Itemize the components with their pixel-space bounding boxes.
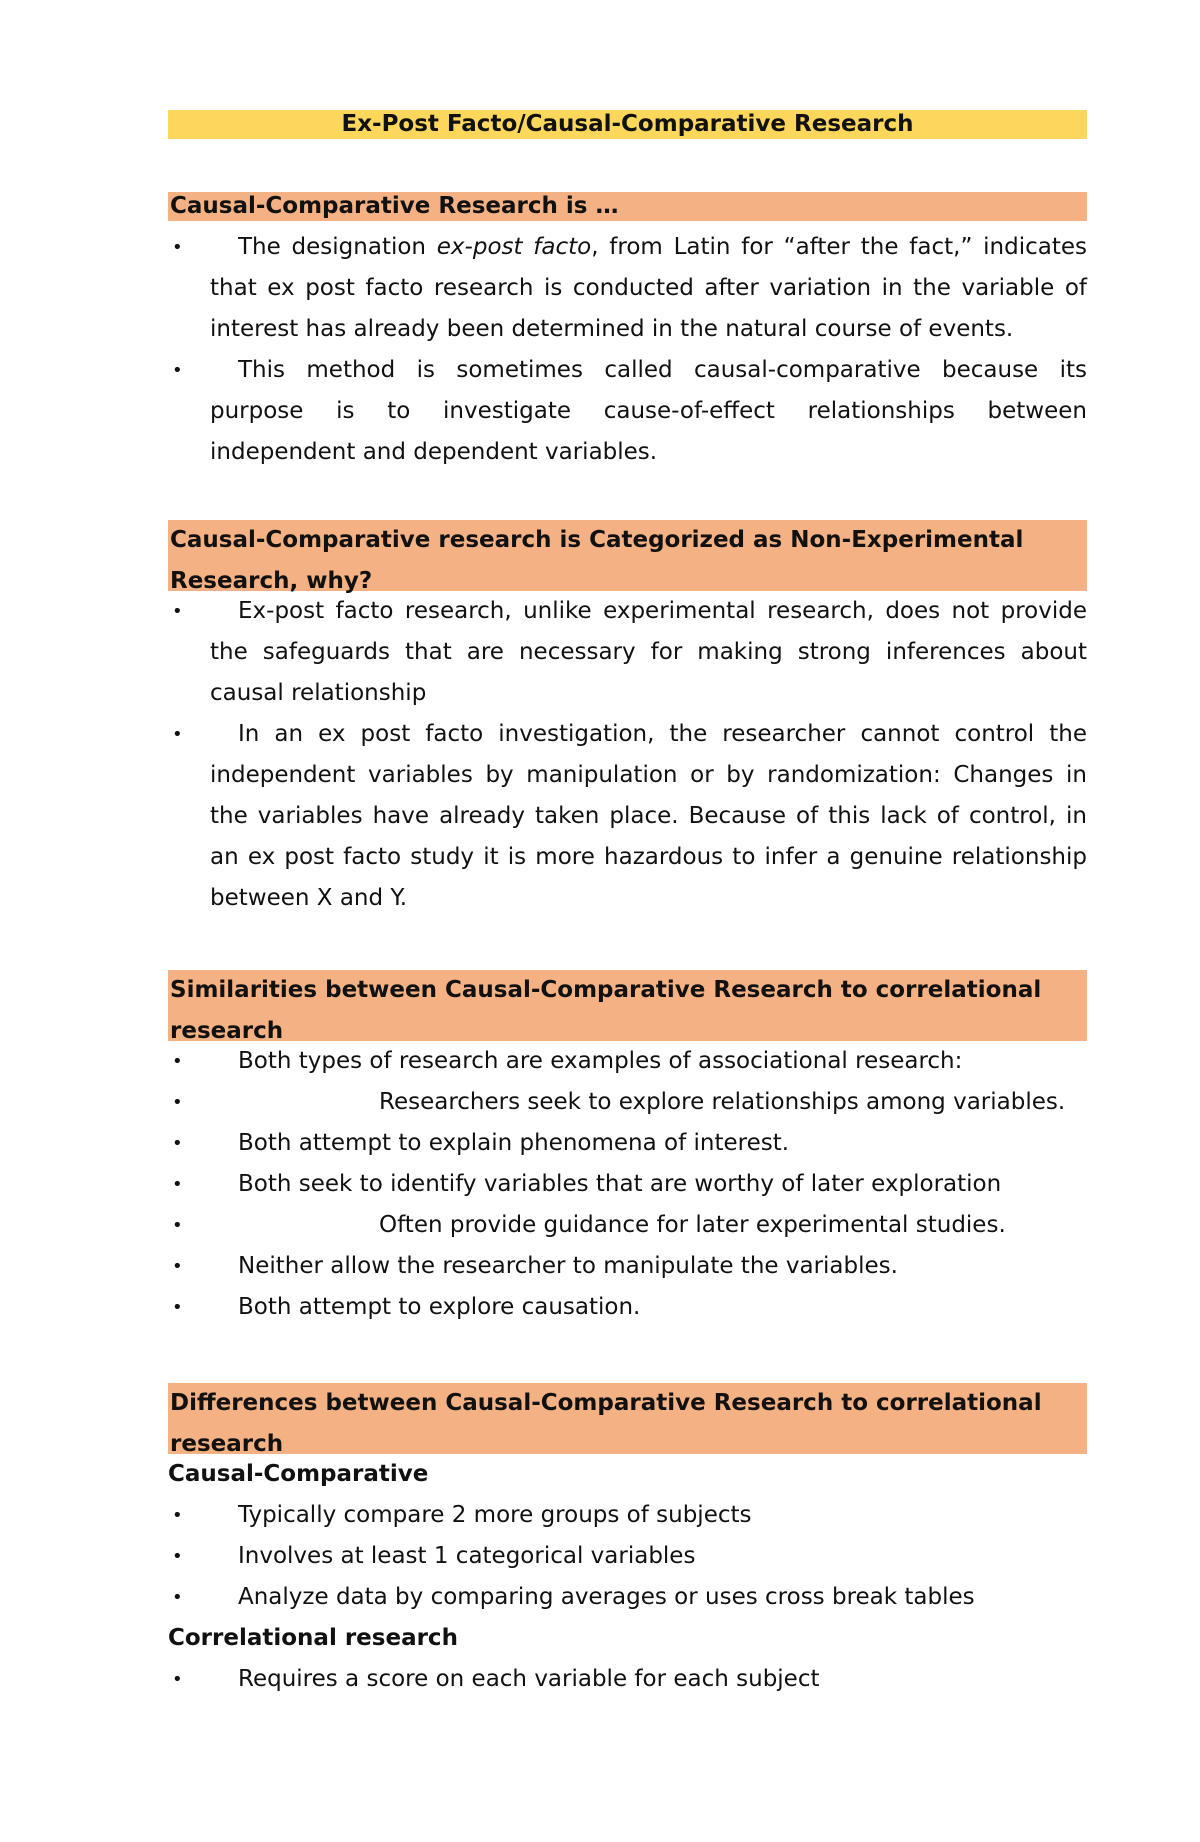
item-text: Both attempt to explore causation. <box>238 1294 641 1320</box>
bullet-list <box>168 227 1087 473</box>
bullet-list <box>168 1041 1087 1328</box>
list-item <box>168 1123 1087 1164</box>
bullet-icon: • <box>172 1256 183 1277</box>
item-text: The designation <box>238 234 437 260</box>
list-item <box>168 227 1087 350</box>
item-text: Ex-post facto research, unlike experimental research, does not provide the safeguards that are necessary for making strong inferences about causal relationship <box>210 598 1087 706</box>
bullet-icon: • <box>172 1505 183 1526</box>
section-non-experimental <box>168 520 1087 919</box>
bullet-list <box>168 1659 1087 1700</box>
list-item <box>168 1287 1087 1328</box>
section-what-is <box>168 192 1087 473</box>
item-text: Both types of research are examples of associational research: <box>238 1048 963 1074</box>
item-text: Both seek to identify variables that are worthy of later exploration <box>238 1171 1002 1197</box>
item-emphasis: ex-post facto <box>436 234 592 260</box>
list-item <box>168 1041 1087 1082</box>
bullet-icon: • <box>172 1133 183 1154</box>
bullet-icon: • <box>172 724 183 745</box>
list-item <box>168 591 1087 714</box>
list-item <box>168 350 1087 473</box>
document-title: Ex-Post Facto/Causal-Comparative Research <box>168 110 1087 139</box>
item-text: Both attempt to explain phenomena of interest. <box>238 1130 790 1156</box>
bullet-icon: • <box>172 1297 183 1318</box>
section-heading: Similarities between Causal-Comparative Research to correlational research <box>168 970 1087 1041</box>
item-text: Analyze data by comparing averages or uses cross break tables <box>238 1584 975 1610</box>
item-text: Neither allow the researcher to manipulate the variables. <box>238 1253 898 1279</box>
list-item <box>168 1577 1087 1618</box>
item-text: Researchers seek to explore relationships among variables. <box>379 1089 1066 1115</box>
section-heading: Differences between Causal-Comparative Research to correlational research <box>168 1383 1087 1454</box>
subheading-causal-comparative: Causal-Comparative <box>168 1461 429 1487</box>
item-text: Requires a score on each variable for each subject <box>238 1666 820 1692</box>
bullet-icon: • <box>172 360 183 381</box>
section-similarities <box>168 970 1087 1328</box>
bullet-icon: • <box>172 1215 183 1236</box>
list-item <box>168 1164 1087 1205</box>
bullet-icon: • <box>172 237 183 258</box>
item-text: Often provide guidance for later experimental studies. <box>379 1212 1006 1238</box>
bullet-list <box>168 591 1087 919</box>
subheading-correlational: Correlational research <box>168 1625 458 1651</box>
list-item <box>168 714 1087 919</box>
list-item <box>168 1536 1087 1577</box>
list-item <box>168 1495 1087 1536</box>
bullet-icon: • <box>172 1546 183 1567</box>
list-item <box>168 1205 1087 1246</box>
list-item <box>168 1659 1087 1700</box>
item-text: Typically compare 2 more groups of subjects <box>238 1502 752 1528</box>
section-heading: Causal-Comparative research is Categorized as Non-Experimental Research, why? <box>168 520 1087 591</box>
bullet-icon: • <box>172 1669 183 1690</box>
item-text: Involves at least 1 categorical variables <box>238 1543 696 1569</box>
item-text: This method is sometimes called causal-comparative because its purpose is to investigate cause-of-effect relationships between independent and dependent variables. <box>210 357 1087 465</box>
list-item <box>168 1082 1087 1123</box>
bullet-icon: • <box>172 1092 183 1113</box>
bullet-icon: • <box>172 1174 183 1195</box>
bullet-list <box>168 1495 1087 1618</box>
bullet-icon: • <box>172 1051 183 1072</box>
item-text: , from Latin for “after the fact,” indicates that ex post facto research is conducted after variation in the variable of interest has already been determined in the natural course of events. <box>210 234 1087 342</box>
section-differences <box>168 1383 1087 1700</box>
section-heading: Causal-Comparative Research is … <box>168 192 1087 221</box>
list-item <box>168 1246 1087 1287</box>
bullet-icon: • <box>172 601 183 622</box>
bullet-icon: • <box>172 1587 183 1608</box>
item-text: In an ex post facto investigation, the researcher cannot control the independent variables by manipulation or by randomization: Changes in the variables have already taken place. Because of this lack of control, in an ex post facto study it is more hazardous to infer a genuine relationship between X and Y. <box>210 721 1087 911</box>
